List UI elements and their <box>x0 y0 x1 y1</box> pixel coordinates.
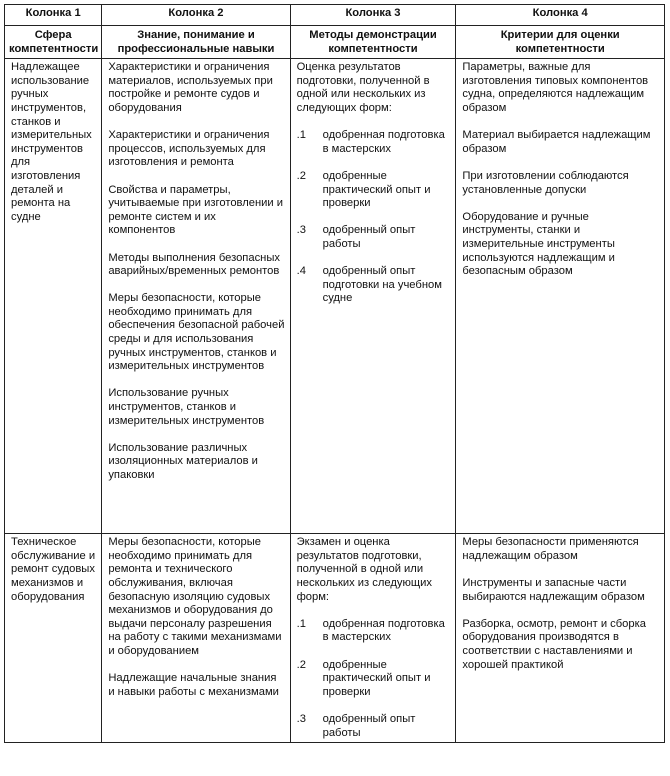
knowledge-item: Методы выполнения безопасных аварийных/временных ремонтов <box>108 251 280 278</box>
column-header-2: Колонка 2 <box>102 5 290 26</box>
competence-cell: Техническое обслуживание и ремонт судовых механизмов и оборудования <box>5 534 102 743</box>
list-text: одобренные практический опыт и проверки <box>322 169 431 210</box>
column-header-1: Колонка 1 <box>5 5 102 26</box>
list-number: .4 <box>296 265 306 278</box>
column-number-row <box>5 5 665 26</box>
list-text: одобренный опыт подготовки на учебном судне <box>322 265 442 305</box>
criteria-cell <box>456 534 665 743</box>
methods-intro: Оценка результатов подготовки, полученной в одной или нескольких из следующих форм: <box>296 61 430 114</box>
criteria-item: Разборка, осмотр, ремонт и сборка оборудования производятся в соответствии с наставлениями и хорошей практикой <box>462 617 646 671</box>
list-item <box>297 659 451 700</box>
knowledge-item: Характеристики и ограничения процессов, используемых для изготовления и ремонта <box>108 129 270 169</box>
competence-cell: Надлежащее использование ручных инструментов, станков и измерительных инструментов для изготовления деталей и ремонта на судне <box>5 59 102 534</box>
list-item <box>297 713 451 740</box>
knowledge-item: Меры безопасности, которые необходимо принимать для обеспечения безопасной рабочей среды и для использования ручных инструментов, станков и измерительных инструментов <box>108 292 285 373</box>
criteria-item: Материал выбирается надлежащим образом <box>462 129 651 155</box>
list-item <box>297 224 451 251</box>
list-number: .2 <box>296 658 306 671</box>
list-text: одобренный опыт работы <box>322 712 416 739</box>
knowledge-item: Использование различных изоляционных материалов и упаковки <box>108 441 258 481</box>
list-number: .2 <box>296 169 306 182</box>
subheader-criteria: Критерии для оценки компетентности <box>456 26 665 59</box>
list-text: одобренный опыт работы <box>322 224 416 250</box>
knowledge-item: Использование ручных инструментов, станков и измерительных инструментов <box>108 387 265 427</box>
competence-table <box>4 4 665 743</box>
subheader-methods: Методы демонстрации компетентности <box>290 26 456 59</box>
methods-cell <box>290 534 456 743</box>
list-number: .3 <box>296 224 306 237</box>
list-text: одобренные практический опыт и проверки <box>322 658 431 698</box>
knowledge-item: Меры безопасности, которые необходимо принимать для ремонта и технического обслуживания, включая безопасную изоляцию судовых механизмов и оборудования до выдачи персоналу разрешения на работу с такими механизмами и оборудованием <box>108 536 282 657</box>
criteria-item: Меры безопасности применяются надлежащим образом <box>462 536 639 562</box>
table-row <box>5 534 665 743</box>
column-header-4: Колонка 4 <box>456 5 665 26</box>
knowledge-cell <box>102 534 290 743</box>
methods-intro: Экзамен и оценка результатов подготовки, полученной в одной или нескольких из следующих форм: <box>296 536 432 603</box>
column-header-3: Колонка 3 <box>290 5 456 26</box>
list-text: одобренная подготовка в мастерских <box>322 129 445 155</box>
knowledge-cell <box>102 59 290 534</box>
criteria-item: При изготовлении соблюдаются установленные допуски <box>462 169 629 196</box>
knowledge-item: Характеристики и ограничения материалов, используемых при постройке и ремонте судов и оборудования <box>108 61 273 114</box>
list-item <box>297 265 451 306</box>
methods-cell <box>290 59 456 534</box>
subheader-knowledge: Знание, понимание и профессиональные навыки <box>102 26 290 59</box>
knowledge-item: Надлежащие начальные знания и навыки работы с механизмами <box>108 672 279 698</box>
list-text: одобренная подготовка в мастерских <box>322 617 445 644</box>
criteria-item: Инструменты и запасные части выбираются надлежащим образом <box>462 576 645 603</box>
criteria-cell <box>456 59 665 534</box>
list-number: .1 <box>296 129 306 142</box>
subheader-competence: Сфера компетентности <box>5 26 102 59</box>
table-row <box>5 59 665 534</box>
list-item <box>297 618 451 645</box>
list-item <box>297 170 451 211</box>
knowledge-item: Свойства и параметры, учитываемые при изготовлении и ремонте систем и их компонентов <box>108 183 284 237</box>
criteria-item: Параметры, важные для изготовления типовых компонентов судна, определяются надлежащим образом <box>462 61 649 114</box>
list-number: .3 <box>296 712 306 725</box>
list-number: .1 <box>296 617 306 630</box>
list-item <box>297 129 451 156</box>
column-title-row <box>5 26 665 59</box>
criteria-item: Оборудование и ручные инструменты, станки и измерительные инструменты используются надлежащим и безопасным образом <box>462 210 615 278</box>
